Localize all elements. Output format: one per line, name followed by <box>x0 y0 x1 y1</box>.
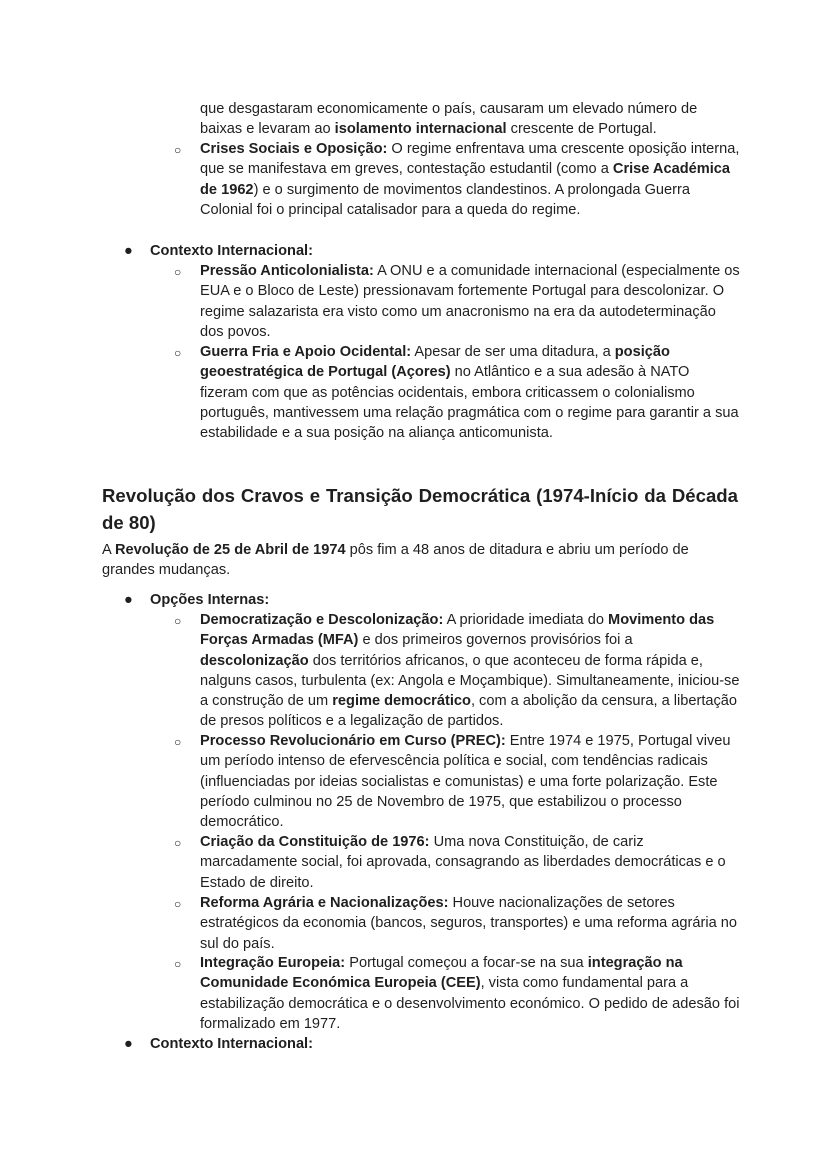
text: , vista como fundamental para a estabilização democrática e o desenvolvimento económico. O pedido de adesão foi formalizado em 1977. <box>200 975 740 1032</box>
disc-bullet: ● <box>124 243 133 259</box>
circle-bullet: ○ <box>174 735 182 749</box>
item-title: Criação da Constituição de 1976: <box>200 834 430 850</box>
text: Portugal começou a focar-se na sua <box>345 955 588 971</box>
section-heading: Revolução dos Cravos e Transição Democrática (1974-Início da Década de 80) <box>102 485 738 533</box>
bold-text: posição geoestratégica de Portugal (Açores) <box>200 344 670 381</box>
text: Entre 1974 e 1975, Portugal viveu um período intenso de efervescência política e social, com tendências radicais (influenciadas por ideias socialistas e comunistas) e uma forte polarização. Este período culminou no 25 de Novembro de 1975, que estabilizou o processo democrático. <box>200 733 731 831</box>
text: Houve nacionalizações de setores estratégicos da economia (bancos, seguros, transportes) e uma reforma agrária no sul do país. <box>200 895 737 952</box>
item-title: Opções Internas: <box>150 592 270 608</box>
text: O regime enfrentava uma crescente oposição interna, que se manifestava em greves, contestação estudantil (como a <box>200 141 740 178</box>
circle-bullet: ○ <box>174 897 182 911</box>
item-title: Democratização e Descolonização: <box>200 612 444 628</box>
bold-text: integração na Comunidade Económica Europeia (CEE) <box>200 955 683 992</box>
circle-bullet: ○ <box>174 614 182 628</box>
item-title: Integração Europeia: <box>200 955 346 971</box>
list-item-crises <box>200 139 740 220</box>
bold-text: Revolução de 25 de Abril de 1974 <box>114 542 346 558</box>
text: no Atlântico e a sua adesão à NATO fizeram com que as potências ocidentais, embora criticassem o colonialismo português, mantivessem uma relação pragmática com o regime para garantir a sua estabilidade e a sua posição na aliança anticomunista. <box>200 364 739 442</box>
circle-bullet: ○ <box>174 265 182 279</box>
text: e dos primeiros governos provisórios foi a <box>358 632 633 649</box>
text: que desgastaram economicamente o país, causaram um elevado número de baixas e levaram ao <box>200 101 698 138</box>
bold-text: Movimento das Forças Armadas (MFA) <box>200 612 715 649</box>
item-title: Pressão Anticolonialista: <box>200 263 374 279</box>
list-item-opcoes-internas <box>150 590 740 610</box>
bold-text: regime democrático <box>332 693 471 710</box>
text: pôs fim a 48 anos de ditadura e abriu um período de grandes mudanças. <box>102 542 689 579</box>
list-item-reforma <box>200 893 740 954</box>
text: Uma nova Constituição, de cariz marcadamente social, foi aprovada, consagrando as liberdades democráticas e o Estado de direito. <box>200 834 726 891</box>
circle-bullet: ○ <box>174 836 182 850</box>
item-title: Guerra Fria e Apoio Ocidental: <box>200 344 412 360</box>
item-title: Reforma Agrária e Nacionalizações: <box>200 895 449 911</box>
text: ) e o surgimento de movimentos clandestinos. A prolongada Guerra Colonial foi o principal catalisador para a queda do regime. <box>200 181 690 218</box>
bold-text: descolonização <box>200 652 309 669</box>
list-item-pressao <box>200 261 740 342</box>
text: Apesar de ser uma ditadura, a <box>411 344 615 360</box>
item-title: Contexto Internacional: <box>150 243 313 259</box>
disc-bullet: ● <box>124 592 133 608</box>
text: A ONU e a comunidade internacional (especialmente os EUA e o Bloco de Leste) pressionavam fortemente Portugal para descolonizar. O regime salazarista era visto como um anacronismo na era da autodeterminação dos povos. <box>200 263 740 340</box>
text: A <box>102 542 115 558</box>
text: A prioridade imediata do <box>443 612 609 628</box>
intro-paragraph <box>102 540 742 581</box>
list-item-contexto-internacional-2 <box>150 1034 740 1054</box>
list-item-prec <box>200 731 740 832</box>
circle-bullet: ○ <box>174 957 182 971</box>
item-title: Contexto Internacional: <box>150 1036 313 1052</box>
text: dos territórios africanos, o que aconteceu de forma rápida e, nalguns casos, turbulenta (ex: Angola e Moçambique). Simultaneamente, iniciou-se a construção de um <box>200 652 740 710</box>
circle-bullet: ○ <box>174 143 182 157</box>
continuation-paragraph <box>200 99 740 140</box>
circle-bullet: ○ <box>174 346 182 360</box>
list-item-democratizacao <box>200 610 740 732</box>
list-item-constituicao <box>200 832 740 893</box>
text: , com a abolição da censura, a libertação de presos políticos e a legalização de partidos. <box>200 693 738 730</box>
list-item-integracao <box>200 953 740 1034</box>
item-title: Processo Revolucionário em Curso (PREC): <box>200 733 506 749</box>
list-item-guerra-fria <box>200 342 740 443</box>
item-title: Crises Sociais e Oposição: <box>200 141 388 157</box>
list-item-contexto-internacional <box>150 241 740 261</box>
text: crescente de Portugal. <box>506 121 657 138</box>
bold-text: Crise Académica de 1962 <box>200 161 730 198</box>
disc-bullet: ● <box>124 1036 133 1052</box>
bold-text: isolamento internacional <box>334 121 507 138</box>
